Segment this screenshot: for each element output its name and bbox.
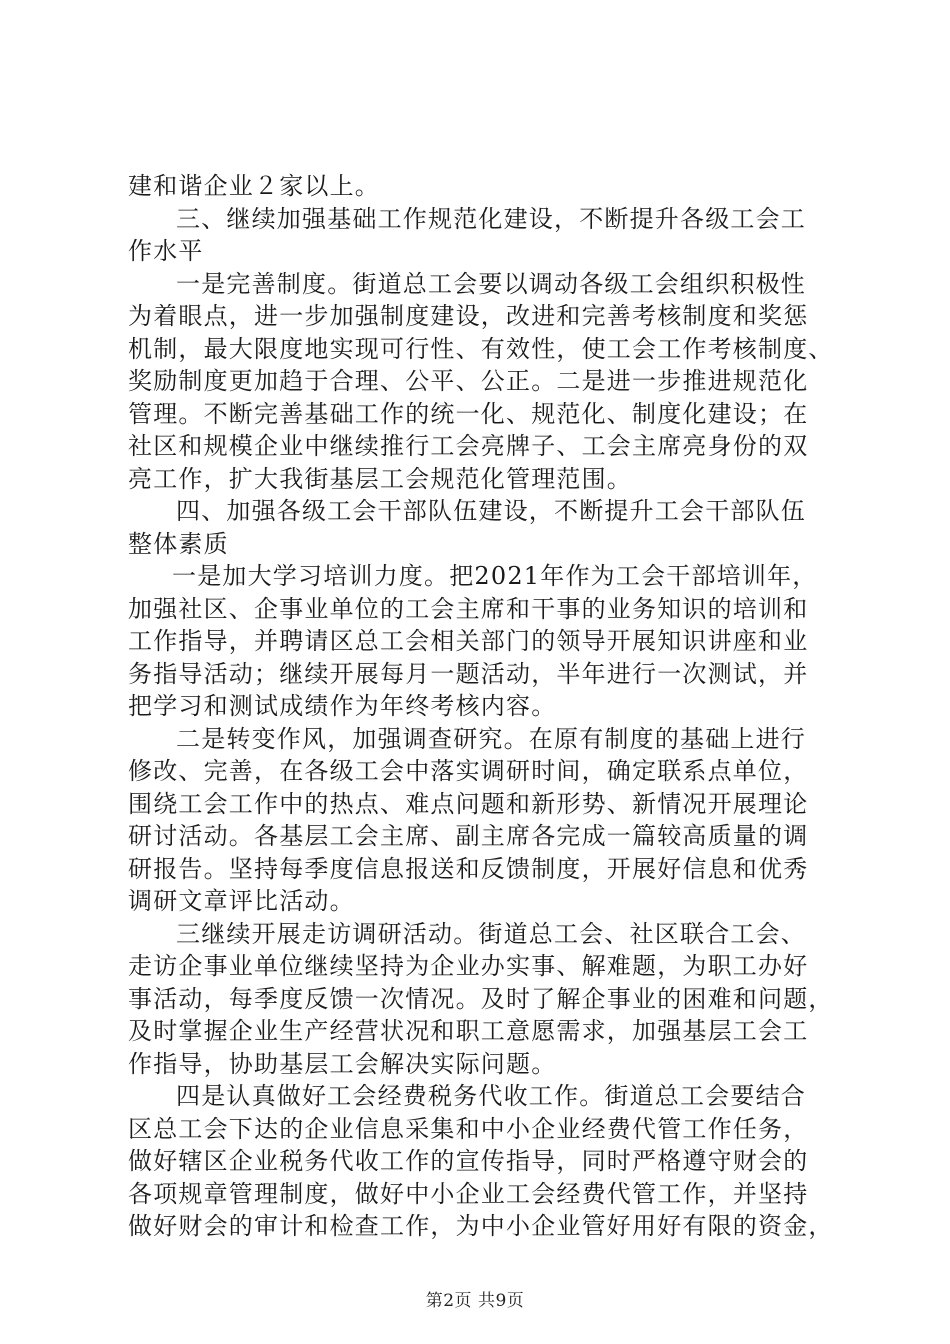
text-line: 修改、完善，在各级工会中落实调研时间，确定联系点单位， [128, 757, 809, 785]
text-line: 做好财会的审计和检查工作，为中小企业管好用好有限的资金， [128, 1212, 834, 1240]
section-heading-4: 四、加强各级工会干部队伍建设，不断提升工会干部队伍 [176, 497, 806, 525]
text-line: 机制，最大限度地实现可行性、有效性，使工会工作考核制度、 [128, 334, 834, 363]
page-number-footer: 第2页 共9页 [425, 1291, 525, 1311]
text-line: 管理。不断完善基础工作的统一化、规范化、制度化建设；在 [128, 399, 809, 428]
text-line: 三继续开展走访调研活动。街道总工会、社区联合工会、 [176, 919, 806, 948]
text-line: 围绕工会工作中的热点、难点问题和新形势、新情况开展理论 [128, 789, 809, 818]
section-heading-3-cont: 作水平 [128, 237, 204, 265]
text-line: 务指导活动；继续开展每月一题活动，半年进行一次测试，并 [128, 659, 809, 688]
text-line: 区总工会下达的企业信息采集和中小企业经费代管工作任务， [128, 1114, 809, 1143]
text-line: 把学习和测试成绩作为年终考核内容。 [128, 692, 557, 720]
text-line: 二是转变作风，加强调查研究。在原有制度的基础上进行 [176, 724, 806, 753]
section-heading-3: 三、继续加强基础工作规范化建设，不断提升各级工会工 [176, 204, 806, 233]
text-line: 事活动，每季度反馈一次情况。及时了解企事业的困难和问题， [128, 984, 834, 1013]
text-line: 各项规章管理制度，做好中小企业工会经费代管工作，并坚持 [128, 1179, 809, 1208]
text-line: 加强社区、企事业单位的工会主席和干事的业务知识的培训和 [128, 594, 809, 623]
document-body [128, 170, 840, 1243]
text-line: 社区和规模企业中继续推行工会亮牌子、工会主席亮身份的双 [128, 432, 809, 460]
text-line: 研报告。坚持每季度信息报送和反馈制度，开展好信息和优秀 [128, 854, 809, 883]
text-line: 调研文章评比活动。 [128, 887, 355, 915]
text-line: 及时掌握企业生产经营状况和职工意愿需求，加强基层工会工 [128, 1017, 809, 1045]
text-line: 研讨活动。各基层工会主席、副主席各完成一篇较高质量的调 [128, 822, 809, 850]
text-line: 工作指导，并聘请区总工会相关部门的领导开展知识讲座和业 [128, 627, 809, 655]
text-line: 四是认真做好工会经费税务代收工作。街道总工会要结合 [176, 1082, 806, 1110]
text-line: 亮工作，扩大我街基层工会规范化管理范围。 [128, 464, 632, 493]
text-line: 做好辖区企业税务代收工作的宣传指导，同时严格遵守财会的 [128, 1147, 809, 1175]
text-line: 建和谐企业２家以上。 [128, 172, 380, 200]
text-line: 为着眼点，进一步加强制度建设，改进和完善考核制度和奖惩 [128, 302, 809, 330]
text-line: 作指导，协助基层工会解决实际问题。 [128, 1049, 557, 1078]
text-line: 一是完善制度。街道总工会要以调动各级工会组织积极性 [176, 269, 806, 298]
text-line: 奖励制度更加趋于合理、公平、公正。二是进一步推进规范化 [128, 367, 809, 395]
text-line: 一是加大学习培训力度。把2021年作为工会干部培训年， [172, 562, 818, 590]
section-heading-4-cont: 整体素质 [128, 529, 229, 558]
text-line: 走访企事业单位继续坚持为企业办实事、解难题，为职工办好 [128, 952, 809, 980]
